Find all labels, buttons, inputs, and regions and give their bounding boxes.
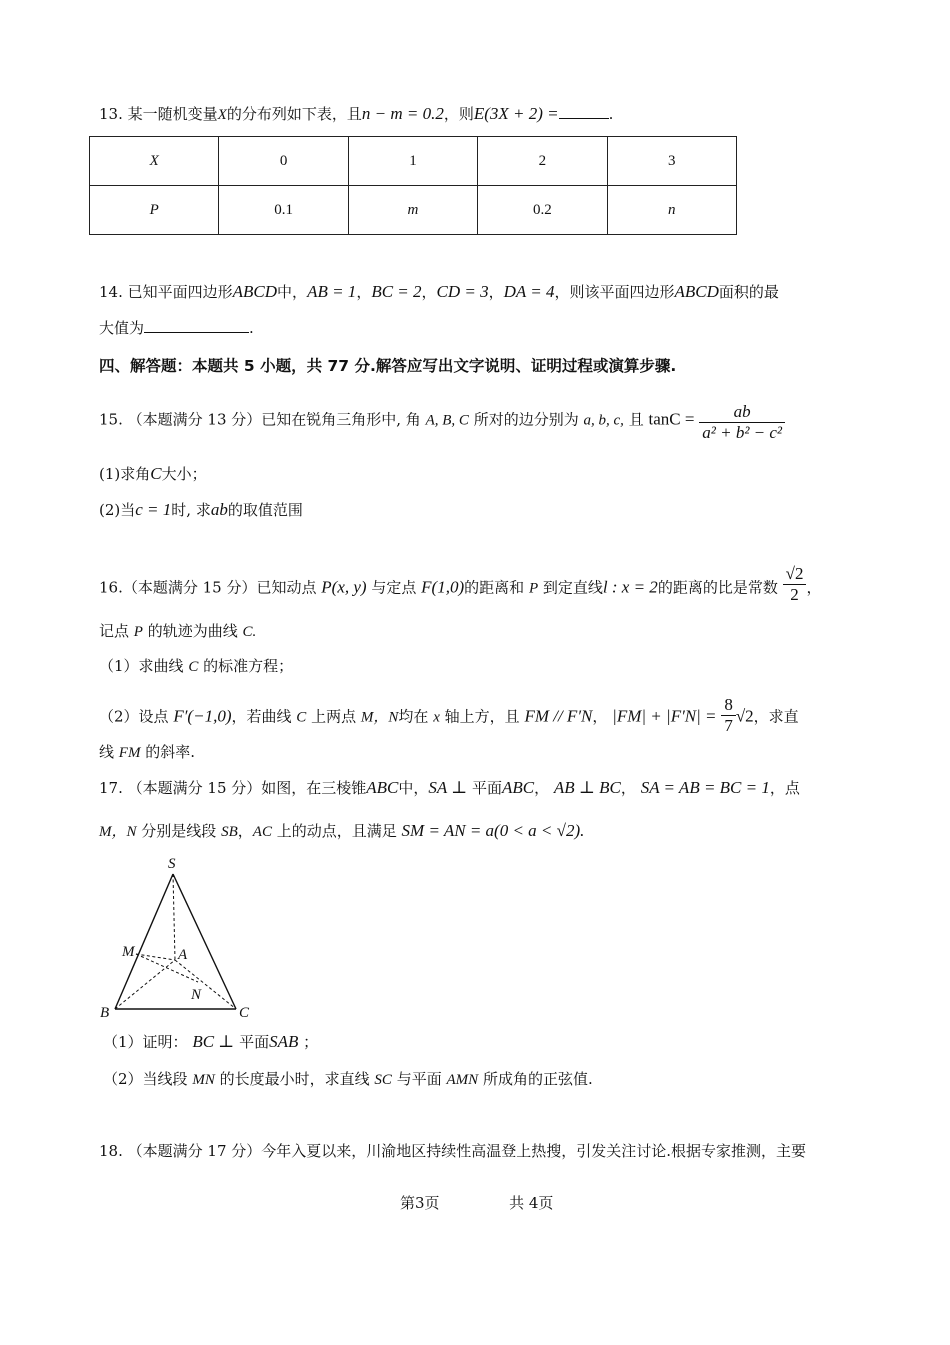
q14-quad: ABCD [674, 282, 719, 301]
q17-part2-mn: MN [192, 1072, 215, 1088]
page-footer [400, 1192, 553, 1213]
q15-angles: A, B, C [425, 412, 469, 429]
q16-parallel: FM // F′N [524, 706, 593, 726]
q14-end: . [249, 319, 254, 337]
q13-end: . [608, 105, 614, 123]
q13-answer-blank[interactable] [559, 104, 609, 119]
q16-part2-e: 均在 [398, 707, 429, 726]
q15-part2 [99, 499, 303, 520]
q17-text-d: ，点 [769, 779, 800, 797]
table-cell: m [348, 186, 477, 235]
q18-number: 18. [99, 1142, 123, 1160]
q14-text-b: 中， [277, 283, 308, 301]
q16-part2-mn: M，N [360, 709, 399, 726]
q17-part1-plane: 平面 [239, 1033, 270, 1051]
q16-text-d: 到定直线 [542, 578, 603, 597]
q16-part2-f: F′(−1,0) [173, 706, 232, 726]
q16-val-rad: √2 [735, 706, 754, 726]
q15-frac-num: ab [733, 402, 751, 421]
q17-ab-perp: AB ⊥ BC [553, 778, 621, 797]
label-c: C [239, 1005, 250, 1021]
q17-condition: SM = AN = a(0 < a < √2). [401, 821, 585, 840]
q15-tan: tanC = [648, 409, 695, 429]
q13-stem [99, 103, 613, 124]
edge-sa [173, 874, 175, 960]
q16-part2-b: ，若曲线 [231, 707, 292, 726]
q14-quad: ABCD [232, 282, 278, 301]
q14-sep: ， [488, 283, 504, 301]
q17-part2 [103, 1068, 593, 1089]
q14-number: 14. [99, 283, 123, 301]
table-cell: 1 [348, 137, 477, 186]
q17-line2: M，N 分别是线段 SB，AC 上的动点，且满足 SM = AN = a(0 < a < √2). [99, 821, 585, 840]
q17-text-c: 平面 [472, 779, 503, 797]
q17-score: （本题满分 15 分） [127, 779, 262, 797]
q13-var-x: X [217, 107, 227, 123]
q15-part1 [99, 463, 207, 484]
q15-text-b: 所对的边分别为 [473, 410, 579, 429]
q17-part2-a: （2）当线段 [103, 1070, 188, 1088]
q14-line2-text: 大值为 [99, 319, 145, 337]
q16-line3-a: 线 [99, 743, 115, 761]
table-cell: 0 [219, 137, 348, 186]
q15-score: （本题满分 13 分） [127, 410, 262, 429]
q15-frac-den: a² + b² − c² [699, 422, 785, 443]
q14-da: DA = 4 [503, 282, 555, 301]
q13-text-c: ，则 [443, 105, 474, 123]
q16-point-f: F(1,0) [421, 577, 465, 597]
table-row-p [90, 186, 737, 235]
q16-p: P [528, 580, 539, 597]
q15-part1-label: (1)求角 [99, 465, 151, 483]
table-cell: P [90, 186, 219, 235]
q16-constant [783, 564, 807, 605]
q13-number: 13. [99, 105, 123, 123]
q15-text-c: 且 [628, 410, 644, 429]
q14-sep: ， [421, 283, 437, 301]
q17-sa-perp: SA ⊥ [428, 778, 468, 797]
q17-number: 17. [99, 779, 123, 797]
q17-eq: SA = AB = BC = 1 [640, 778, 770, 797]
edge-ba [115, 960, 175, 1009]
q15-part2-end: 的取值范围 [227, 501, 303, 519]
q16-part2-f2: 轴上方，且 [444, 707, 520, 726]
q17-part2-sc: SC [374, 1072, 392, 1088]
label-n: N [191, 987, 202, 1003]
q17-abc: ABC [366, 778, 399, 797]
q16-p2: P [133, 624, 143, 640]
q16-part2-a: （2）设点 [99, 707, 169, 726]
q15-part1-end: 大小； [161, 465, 207, 483]
q17-text-a: 如图，在三棱锥 [261, 779, 367, 797]
q14-cd: CD = 3 [436, 282, 489, 301]
q16-line3 [99, 741, 195, 762]
q16-sum: |FM| + |F′N| = [612, 706, 717, 726]
table-cell: n [607, 186, 736, 235]
q16-part1-text: （1）求曲线 [99, 657, 184, 675]
q16-point-p: P(x, y) [321, 577, 367, 597]
q16-part1-end: 的标准方程； [203, 657, 294, 675]
q17-part1-expr: BC ⊥ [192, 1032, 235, 1051]
q16-const-den: 2 [783, 584, 807, 605]
q14-text-c: ，则该平面四边形 [554, 283, 675, 301]
q16-line2 [99, 620, 256, 641]
page-total: 共 4页 [509, 1194, 554, 1212]
q16-val-num: 8 [724, 695, 733, 714]
edge-ac [175, 960, 236, 1009]
q18-stem [99, 1140, 806, 1161]
q16-text-b: 与定点 [371, 578, 417, 597]
q15-part2-mid: 时, 求 [171, 501, 211, 519]
q17-line2-a: 分别是线段 [141, 822, 217, 840]
q16-text-e: 的距离的比是常数 [657, 578, 778, 597]
label-b: B [100, 1005, 110, 1021]
edge-sb [115, 874, 173, 1009]
q16-line-l: l : x = 2 [602, 577, 658, 597]
q14-line2 [99, 317, 254, 338]
q17-sb: SB [221, 824, 238, 840]
q16-curve: C. [242, 624, 257, 640]
q14-answer-blank[interactable] [144, 318, 249, 333]
q16-line2-b: 的轨迹为曲线 [147, 622, 238, 640]
q15-sides: a, b, c, [583, 412, 624, 429]
q15-number: 15. [99, 410, 123, 429]
q15-text-a: 已知在锐角三角形中, 角 [261, 410, 421, 429]
q16-part2-g: ，求直 [753, 707, 799, 726]
q16-text-c: 的距离和 [464, 578, 525, 597]
q16-line2-a: 记点 [99, 622, 130, 640]
q13-text-b: 的分布列如下表，且 [226, 105, 362, 123]
q16-part2-c: C [296, 709, 307, 726]
q17-text-b: 中， [398, 779, 429, 797]
q17-part1-sab: SAB [269, 1032, 299, 1051]
edge-sc [173, 874, 236, 1009]
q15-part2-var: ab [210, 500, 228, 519]
q14-ab: AB = 1 [307, 282, 357, 301]
q15-fraction [699, 402, 785, 443]
table-cell: 2 [478, 137, 607, 186]
q16-const-num: √2 [785, 564, 804, 583]
q17-abc2: ABC [502, 778, 535, 797]
q16-value-fraction [721, 695, 736, 736]
q16-part2-x: x [433, 709, 440, 726]
q16-part2-d: 上两点 [311, 707, 357, 726]
q16-part1 [99, 655, 293, 676]
q13-condition: n − m = 0.2 [361, 104, 444, 123]
q14-text-a: 已知平面四边形 [127, 283, 233, 301]
page-number: 第3页 [400, 1194, 440, 1212]
q17-stem: 17. （本题满分 15 分）如图，在三棱锥ABC中，SA ⊥ 平面ABC， AB ⊥ BC， SA = AB = BC = 1，点 [99, 778, 800, 797]
table-cell: 3 [607, 137, 736, 186]
label-s: S [168, 856, 176, 872]
q17-line2-mn: M，N [99, 824, 137, 840]
q14-sep: ， [356, 283, 372, 301]
pyramid-figure [90, 852, 270, 1022]
q16-number: 16. [99, 578, 123, 597]
q16-comma: ， [806, 578, 822, 597]
q16-text-a: 已知动点 [256, 578, 317, 597]
q17-part2-c: 与平面 [396, 1070, 442, 1088]
q18-score: （本题满分 17 分） [127, 1142, 262, 1160]
q17-part2-amn: AMN [446, 1072, 479, 1088]
distribution-table [89, 136, 737, 235]
q17-line2-b: 上的动点，且满足 [276, 822, 397, 840]
q16-stem [99, 564, 822, 609]
q17-part2-d: 所成角的正弦值. [482, 1070, 593, 1088]
table-row-x [90, 137, 737, 186]
q14-bc: BC = 2 [371, 282, 422, 301]
q16-score: （本题满分 15 分） [122, 578, 257, 597]
q15-part2-cond: c = 1 [135, 500, 172, 519]
q14-text-d: 面积的最 [718, 283, 779, 301]
q15-part1-var: C [150, 464, 162, 483]
label-m: M [122, 944, 135, 960]
q16-line3-b: 的斜率. [145, 743, 196, 761]
q15-stem [99, 400, 785, 441]
q16-line3-fm: FM [118, 745, 141, 761]
table-cell: 0.2 [478, 186, 607, 235]
q16-part1-c: C [188, 659, 199, 675]
q13-expression: E(3X + 2) = [473, 104, 559, 123]
table-cell: X [90, 137, 219, 186]
q17-part1-end: ； [303, 1033, 319, 1051]
q18-text: 今年入夏以来，川渝地区持续性高温登上热搜，引发关注讨论.根据专家推测，主要 [261, 1142, 807, 1160]
table-cell: 0.1 [219, 186, 348, 235]
segment-mn [136, 954, 198, 982]
q16-part2: （2）设点 F′(−1,0)，若曲线 C 上两点 M，N均在 x 轴上方，且 FM // F′N， |FM| + |F′N| = $\frac{8}{7}$ √2，求直 [99, 695, 799, 735]
q17-part1-label: （1）证明： [103, 1033, 188, 1051]
q17-ac: AC [252, 824, 272, 840]
label-a: A [178, 947, 188, 963]
q17-part2-b: 的长度最小时，求直线 [219, 1070, 370, 1088]
q16-val-den: 7 [721, 715, 736, 736]
q15-part2-label: (2)当 [99, 501, 136, 519]
q14-stem [99, 281, 779, 302]
section-heading: 四、解答题：本题共 5 小题，共 77 分.解答应写出文字说明、证明过程或演算步骤. [99, 357, 677, 375]
q17-part1 [103, 1031, 318, 1052]
q13-text-a: 某一随机变量 [127, 105, 218, 123]
